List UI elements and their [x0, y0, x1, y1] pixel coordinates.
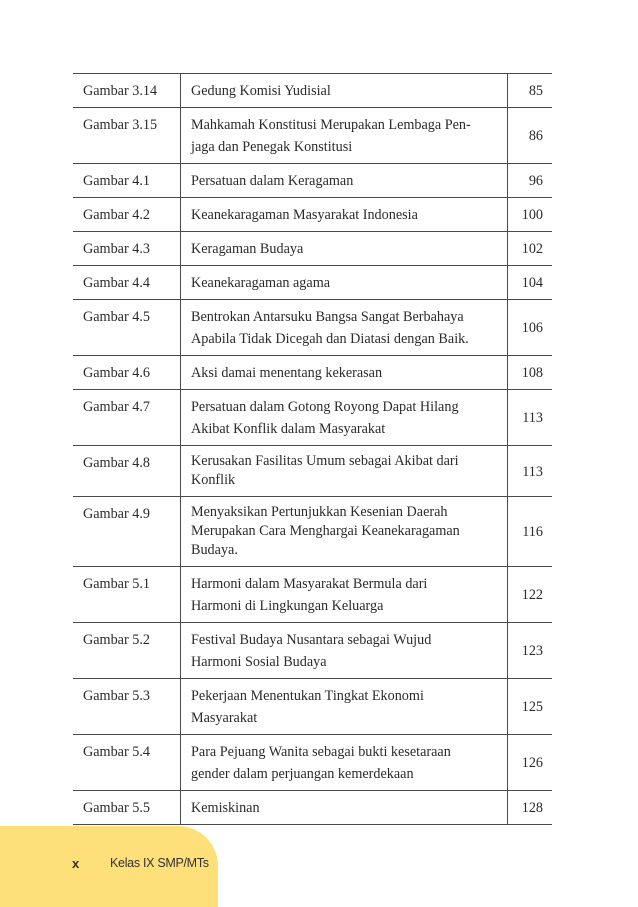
figure-title: Gedung Komisi Yudisial [181, 74, 508, 107]
figure-page: 102 [521, 241, 543, 257]
figure-label: Gambar 5.1 [73, 567, 181, 622]
figure-title: Keanekaragaman Masyarakat Indonesia [181, 198, 508, 231]
figure-list-table [73, 73, 552, 825]
figure-page: 100 [521, 207, 543, 223]
figure-title: Festival Budaya Nusantara sebagai Wujud Harmoni Sosial Budaya [181, 623, 508, 678]
footer-tab [0, 826, 218, 907]
figure-label: Gambar 5.5 [73, 791, 181, 824]
figure-page: 108 [521, 365, 543, 381]
figure-page: 104 [521, 275, 543, 291]
table-row [73, 356, 552, 390]
figure-title: Bentrokan Antarsuku Bangsa Sangat Berbahaya Apabila Tidak Dicegah dan Diatasi dengan Baik. [181, 300, 508, 355]
figure-title: Mahkamah Konstitusi Merupakan Lembaga Pen- jaga dan Penegak Konstitusi [181, 108, 508, 163]
figure-label: Gambar 4.6 [73, 356, 181, 389]
figure-label: Gambar 4.7 [73, 390, 181, 445]
figure-page: 125 [521, 699, 543, 715]
figure-page: 122 [521, 587, 543, 603]
figure-label: Gambar 4.8 [73, 446, 181, 496]
figure-title: Harmoni dalam Masyarakat Bermula dari Harmoni di Lingkungan Keluarga [181, 567, 508, 622]
table-row [73, 446, 552, 497]
figure-page: 123 [521, 643, 543, 659]
table-row [73, 266, 552, 300]
figure-label: Gambar 3.14 [73, 74, 181, 107]
figure-title: Keragaman Budaya [181, 232, 508, 265]
table-row [73, 735, 552, 791]
figure-title: Pekerjaan Menentukan Tingkat Ekonomi Masyarakat [181, 679, 508, 734]
figure-label: Gambar 5.4 [73, 735, 181, 790]
figure-page: 86 [528, 128, 543, 144]
figure-page: 113 [522, 463, 543, 480]
figure-title: Kemiskinan [181, 791, 508, 824]
table-row [73, 300, 552, 356]
figure-title: Kerusakan Fasilitas Umum sebagai Akibat dari Konflik [181, 446, 508, 496]
table-row [73, 623, 552, 679]
figure-page: 106 [521, 320, 543, 336]
table-row [73, 74, 552, 108]
figure-label: Gambar 4.2 [73, 198, 181, 231]
figure-label: Gambar 4.5 [73, 300, 181, 355]
figure-label: Gambar 5.3 [73, 679, 181, 734]
table-row [73, 232, 552, 266]
table-row [73, 108, 552, 164]
table-row [73, 198, 552, 232]
table-row [73, 679, 552, 735]
figure-title: Persatuan dalam Keragaman [181, 164, 508, 197]
figure-title: Keanekaragaman agama [181, 266, 508, 299]
page-number: x [72, 856, 80, 871]
figure-label: Gambar 4.1 [73, 164, 181, 197]
figure-page: 128 [521, 800, 543, 816]
table-row [73, 390, 552, 446]
figure-title: Persatuan dalam Gotong Royong Dapat Hilang Akibat Konflik dalam Masyarakat [181, 390, 508, 445]
book-title: Kelas IX SMP/MTs [110, 856, 209, 870]
figure-label: Gambar 4.4 [73, 266, 181, 299]
figure-title: Aksi damai menentang kekerasan [181, 356, 508, 389]
figure-label: Gambar 4.3 [73, 232, 181, 265]
figure-page: 113 [522, 410, 543, 426]
table-row [73, 567, 552, 623]
table-row [73, 164, 552, 198]
figure-title: Para Pejuang Wanita sebagai bukti kesetaraan gender dalam perjuangan kemerdekaan [181, 735, 508, 790]
figure-page: 126 [521, 755, 543, 771]
figure-label: Gambar 3.15 [73, 108, 181, 163]
figure-page: 85 [528, 83, 543, 99]
figure-title: Menyaksikan Pertunjukkan Kesenian Daerah Merupakan Cara Menghargai Keanekaragaman Budaya. [181, 497, 508, 566]
figure-page: 96 [528, 173, 543, 189]
figure-page: 116 [522, 524, 543, 540]
table-row [73, 497, 552, 567]
figure-label: Gambar 5.2 [73, 623, 181, 678]
table-row [73, 791, 552, 825]
figure-label: Gambar 4.9 [73, 497, 181, 566]
